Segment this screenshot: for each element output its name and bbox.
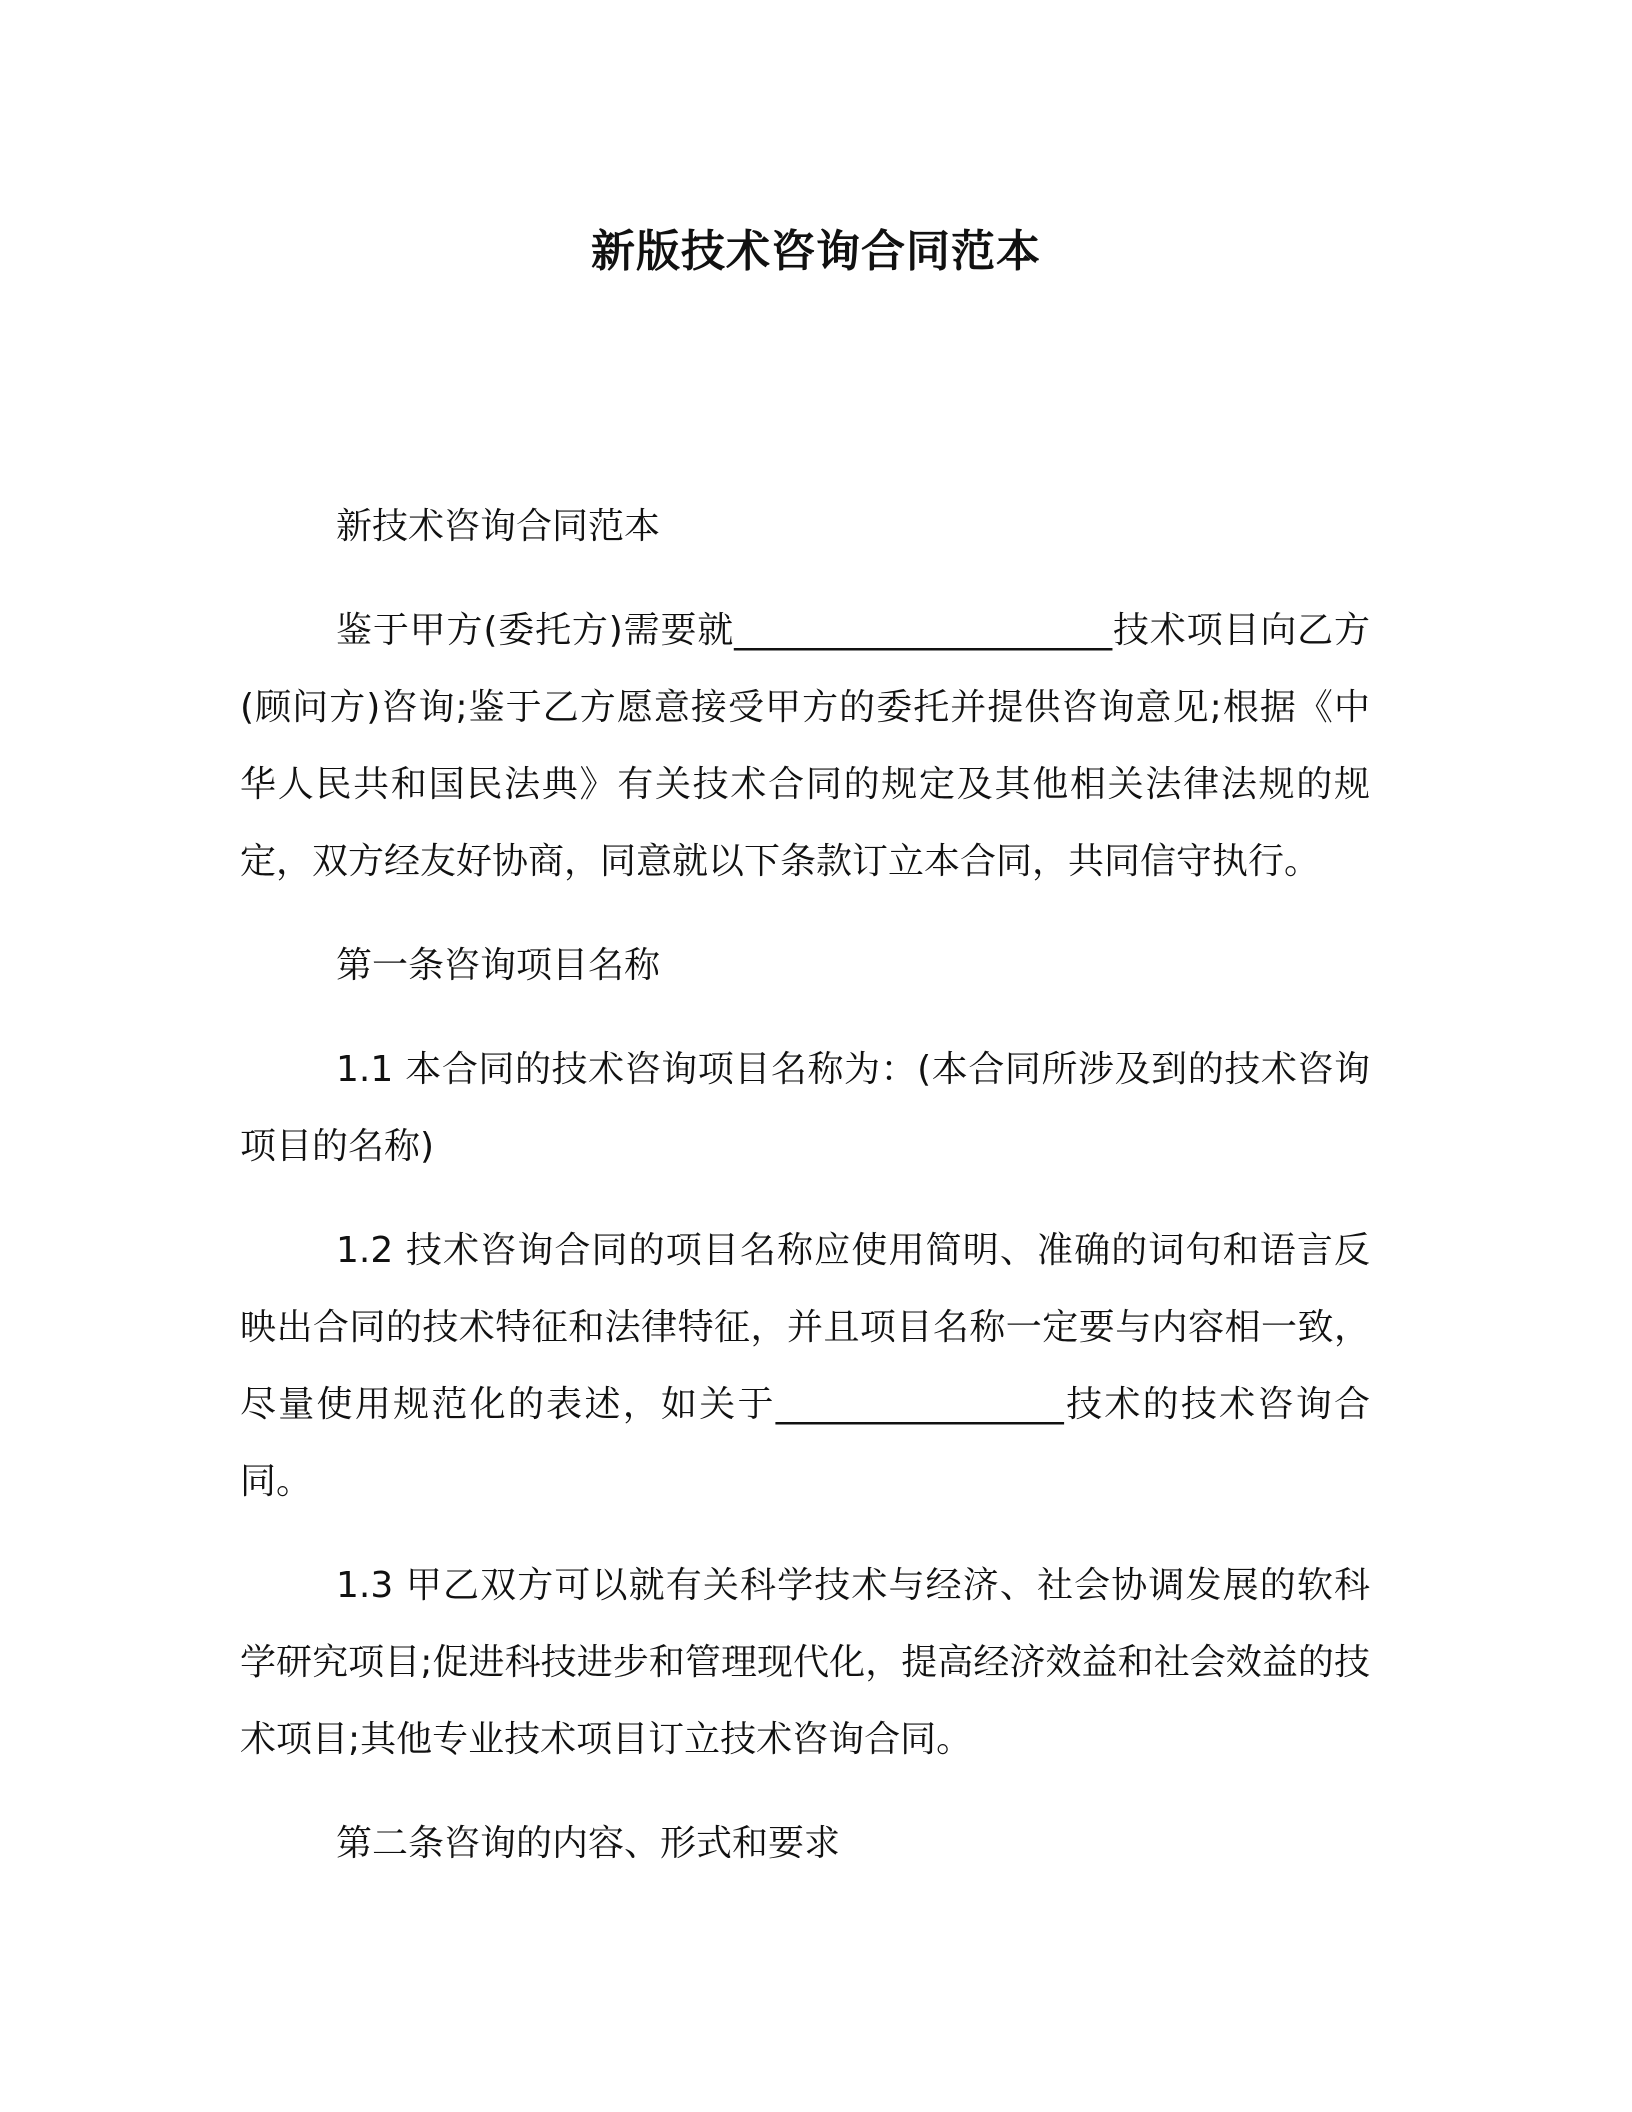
clause-1-2: 1.2 技术咨询合同的项目名称应使用简明、准确的词句和语言反映出合同的技术特征和法律特征，并且项目名称一定要与内容相一致，尽量使用规范化的表述，如关于________________技术的技术咨询合同。 bbox=[240, 1230, 1370, 1502]
article-1-heading: 第一条咨询项目名称 bbox=[336, 945, 661, 986]
clause-1-3: 1.3 甲乙双方可以就有关科学技术与经济、社会协调发展的软科学研究项目;促进科技进步和管理现代化，提高经济效益和社会效益的技术项目;其他专业技术项目订立技术咨询合同。 bbox=[240, 1565, 1370, 1760]
article-2-heading: 第二条咨询的内容、形式和要求 bbox=[336, 1823, 841, 1864]
clause-1-1: 1.1 本合同的技术咨询项目名称为：(本合同所涉及到的技术咨询项目的名称) bbox=[240, 1049, 1370, 1167]
subtitle-paragraph: 新技术咨询合同范本 bbox=[336, 506, 661, 547]
document-title: 新版技术咨询合同范本 bbox=[591, 226, 1041, 277]
document-body bbox=[240, 488, 1370, 1909]
preamble-paragraph: 鉴于甲方(委托方)需要就_____________________技术项目向乙方(顾问方)咨询;鉴于乙方愿意接受甲方的委托并提供咨询意见;根据《中华人民共和国民法典》有关技术合同的规定及其他相关法律法规的规定，双方经友好协商，同意就以下条款订立本合同，共同信守执行。 bbox=[240, 610, 1370, 882]
